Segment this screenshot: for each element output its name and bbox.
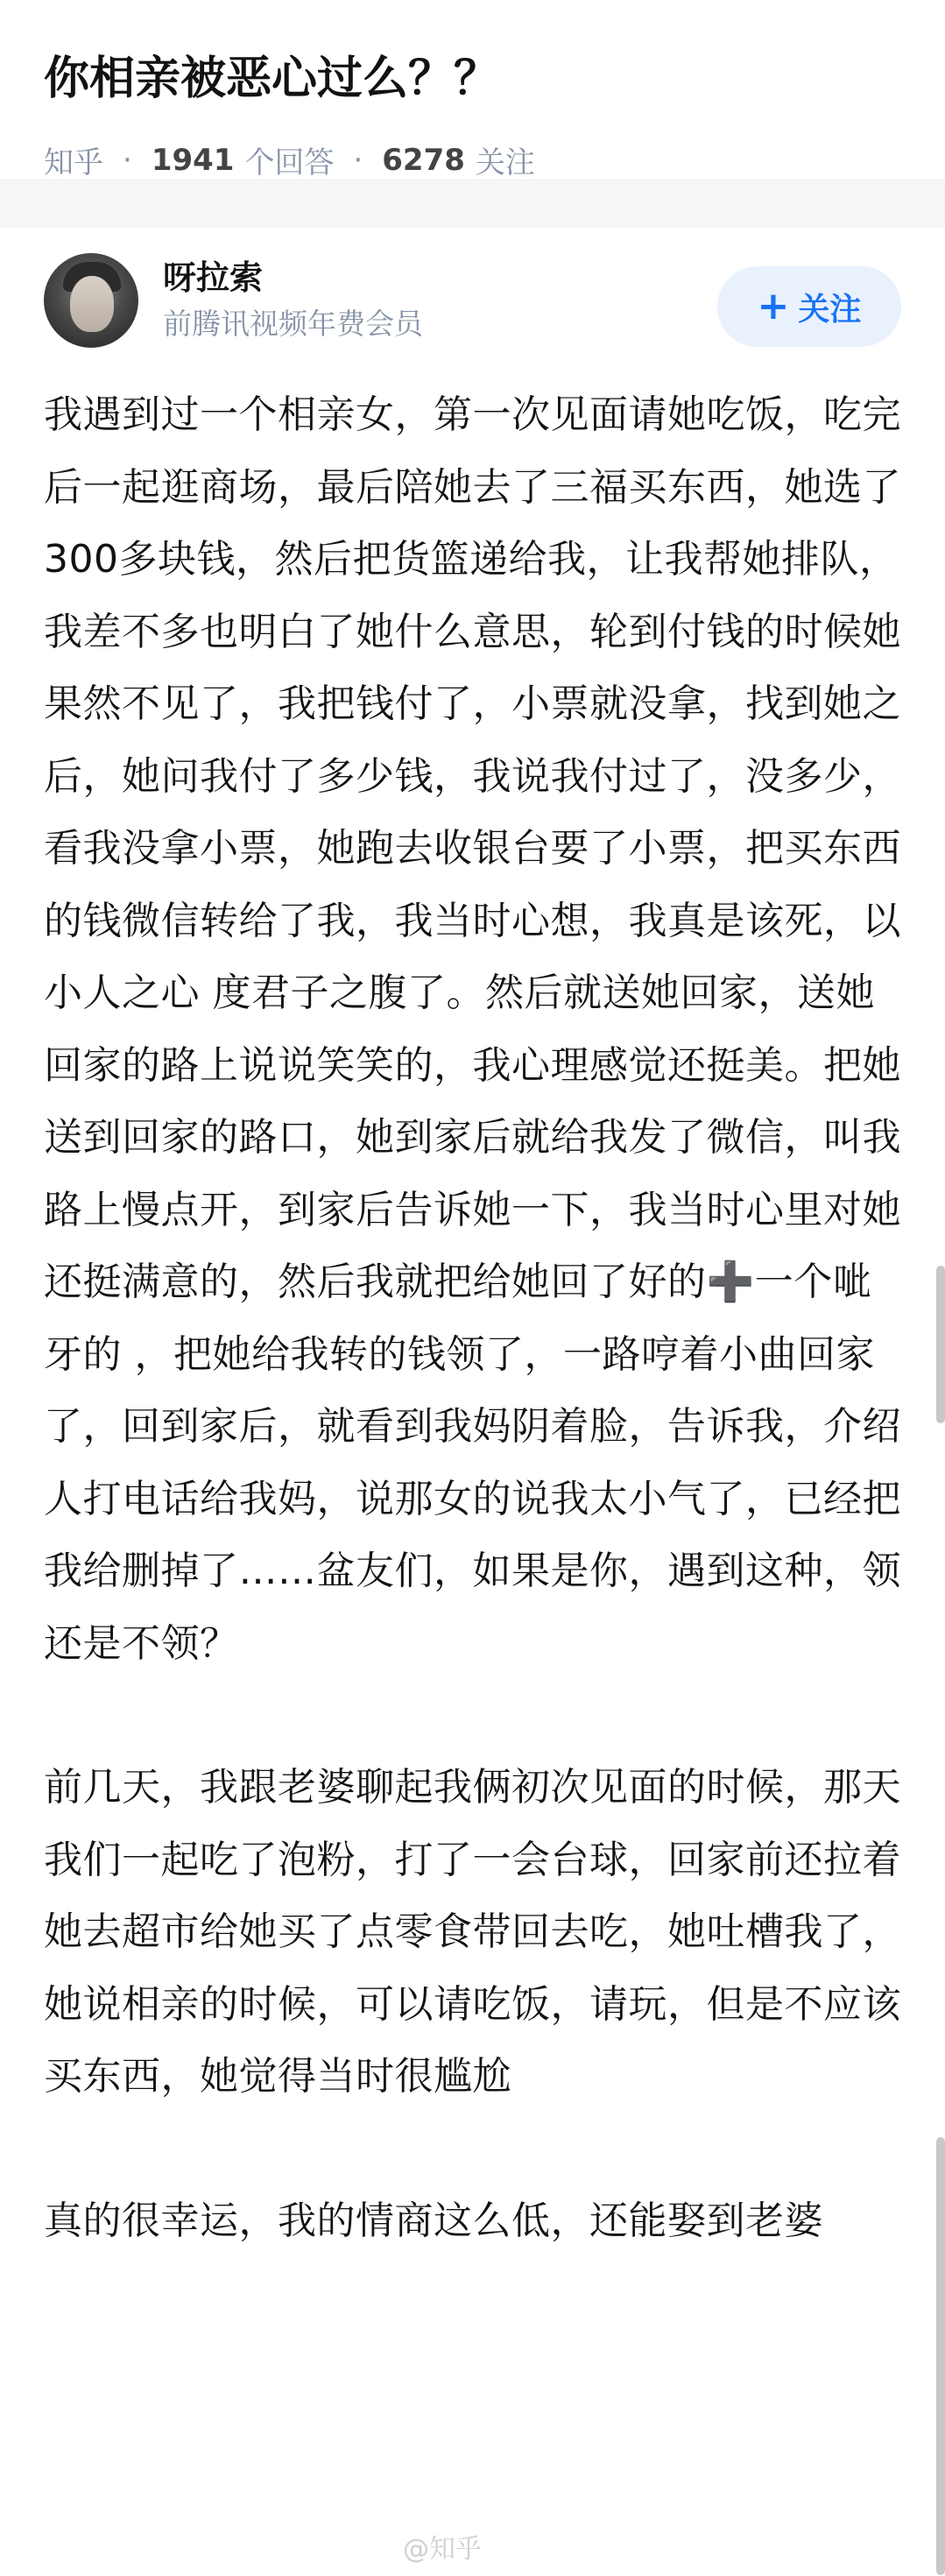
author-bio: 前腾讯视频年费会员 — [163, 306, 423, 341]
follow-count-label: 关注 — [475, 145, 535, 180]
scrollbar-thumb[interactable] — [936, 2137, 945, 2575]
author-name[interactable]: 呀拉索 — [163, 258, 264, 297]
follow-button[interactable] — [717, 266, 901, 347]
answer-content — [0, 372, 945, 2257]
meta-separator: · — [353, 142, 363, 178]
author-info — [163, 256, 423, 345]
source-label[interactable]: 知乎 — [44, 145, 103, 180]
watermark: @知乎 — [403, 2534, 482, 2565]
follow-button-label: 关注 — [798, 291, 862, 328]
plus-icon: + — [757, 284, 790, 328]
meta-separator: · — [123, 142, 132, 178]
answer-paragraph: 我遇到过一个相亲女，第一次见面请她吃饭，吃完后一起逛商场，最后陪她去了三福买东西，她选了300多块钱，然后把货篮递给我，让我帮她排队，我差不多也明白了她什么意思，轮到付钱的时候她果然不见了，我把钱付了，小票就没拿，找到她之后，她问我付了多少钱，我说我付过了，没多少，看我没拿小票，她跑去收银台要了小票，把买东西的钱微信转给了我，我当时心想，我真是该死，以小人之心 度君子之腹了。然后就送她回家，送她回家的路上说说笑笑的，我心理感觉还挺美。把她送到回家的路口，她到家后就给我发了微信，叫我路上慢点开，到家后告诉她一下，我当时心里对她还挺满意的，然后我就把给她回了好的➕一个呲牙的 ，把她给我转的钱领了，一路哼着小曲回家了，回到家后，就看到我妈阴着脸，告诉我，介绍人打电话给我妈，说那女的说我太小气了，已经把我给删掉了……盆友们，如果是你，遇到这种，领还是不领？ — [44, 392, 901, 1666]
section-divider — [0, 180, 945, 228]
follow-count: 6278 — [382, 142, 465, 178]
avatar-face — [70, 276, 114, 332]
question-header — [0, 0, 945, 180]
answer-paragraph: 真的很幸运，我的情商这么低，还能娶到老婆 — [44, 2198, 823, 2243]
scrollbar-thumb[interactable] — [936, 1266, 945, 1423]
question-title[interactable]: 你相亲被恶心过么？？ — [44, 53, 500, 105]
answer-count: 1941 — [151, 142, 235, 178]
avatar[interactable] — [44, 253, 138, 348]
question-meta — [44, 138, 901, 181]
author-row — [0, 228, 945, 372]
answer-count-label: 个回答 — [244, 145, 335, 180]
answer-paragraph: 前几天，我跟老婆聊起我俩初次见面的时候，那天我们一起吃了泡粉，打了一会台球，回家前还拉着她去超市给她买了点零食带回去吃，她吐槽我了，她说相亲的时候，可以请吃饭，请玩，但是不应该买东西，她觉得当时很尴尬 — [44, 1765, 901, 2099]
